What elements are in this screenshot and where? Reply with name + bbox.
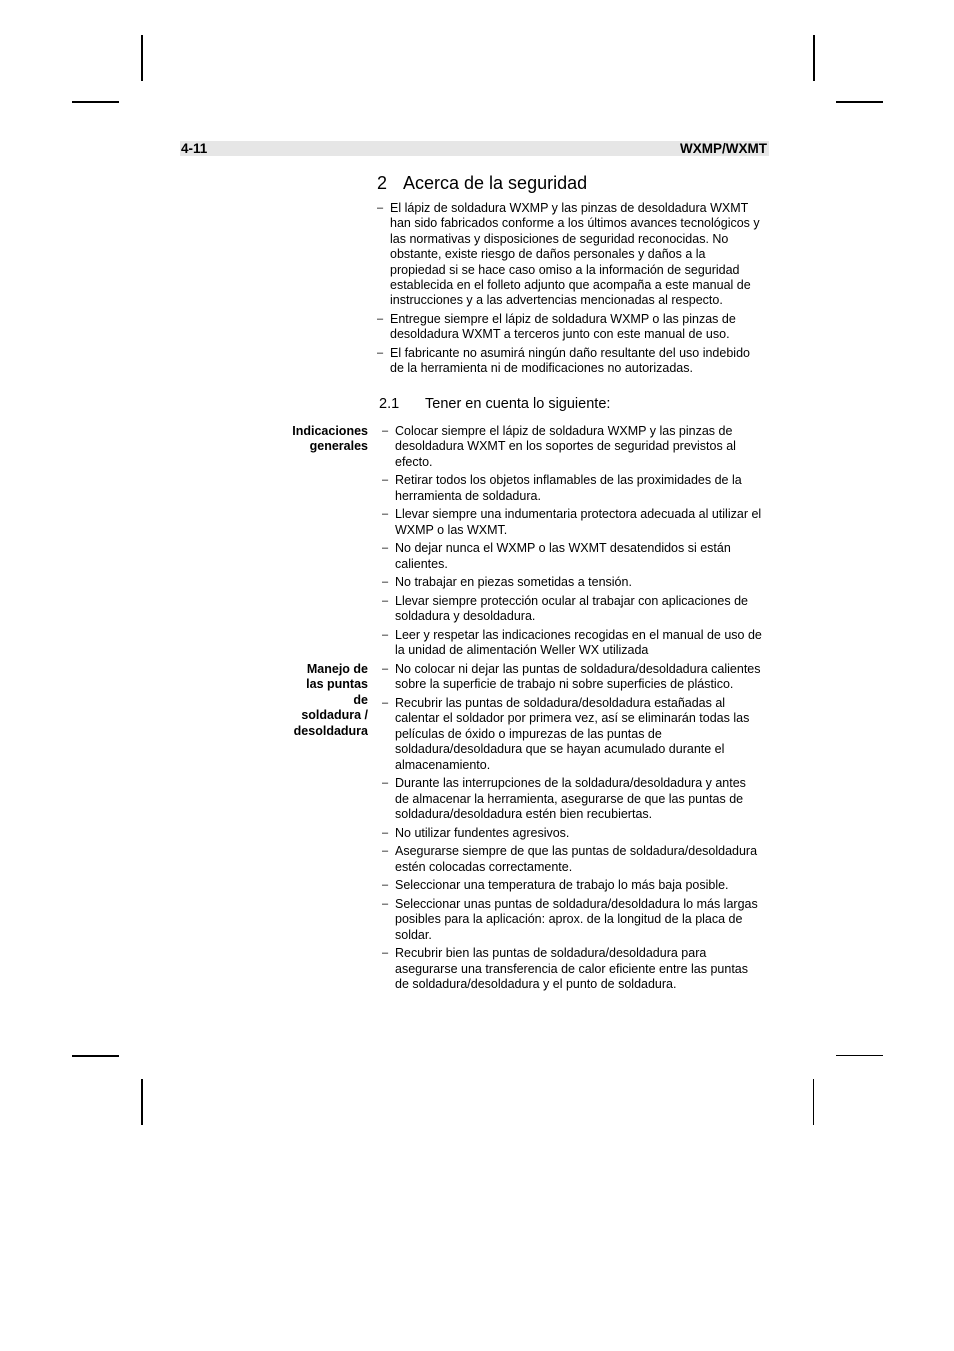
section-heading xyxy=(377,172,587,194)
intro-list xyxy=(377,201,762,380)
side-label-manejo: Manejo de las puntas de soldadura / desoldadura xyxy=(293,662,368,738)
list-item: – No dejar nunca el WXMP o las WXMT desatendidos si están calientes. xyxy=(382,541,762,572)
crop-mark-bottom-right-vertical xyxy=(813,1079,814,1125)
list-item: – Recubrir bien las puntas de soldadura/desoldadura para asegurarse una transferencia de calor eficiente entre las puntas de soldadura/desoldadura y el punto de soldadura. xyxy=(382,946,762,992)
list-item: – El lápiz de soldadura WXMP y las pinzas de desoldadura WXMT han sido fabricados conforme a los últimos avances tecnológicos y las normativas y disposiciones de seguridad reconocidas. No obstante, existe riesgo de daños personales y daños a la propiedad si se hace caso omiso a la información de seguridad establecida en el folleto adjunto que acompaña a este manual de instrucciones y a las advertencias mencionadas al respecto. xyxy=(377,201,762,309)
crop-mark-bottom-left-horizontal xyxy=(72,1055,119,1057)
indicaciones-list xyxy=(382,424,762,662)
list-item: – Entregue siempre el lápiz de soldadura WXMP o las pinzas de desoldadura WXMT a terceros junto con este manual de uso. xyxy=(377,312,762,343)
crop-mark-top-right-horizontal xyxy=(836,101,883,103)
crop-mark-top-left-horizontal xyxy=(72,101,119,103)
list-item: – Recubrir las puntas de soldadura/desoldadura estañadas al calentar el soldador por primera vez, así se eliminarán todas las películas de óxido o impurezas de las puntas de soldadura/desoldadura que se hayan acumulado durante el almacenamiento. xyxy=(382,696,762,773)
list-item: – Asegurarse siempre de que las puntas de soldadura/desoldadura estén colocadas correctamente. xyxy=(382,844,762,875)
crop-mark-bottom-right-horizontal xyxy=(836,1055,883,1056)
list-item: – Seleccionar unas puntas de soldadura/desoldadura lo más largas posibles para la aplicación: aprox. de la longitud de la placa de soldar. xyxy=(382,897,762,943)
manejo-list xyxy=(382,662,762,996)
crop-mark-top-left-vertical xyxy=(141,35,143,81)
page-number: 4-11 xyxy=(181,141,208,156)
section-title: Acerca de la seguridad xyxy=(403,173,588,193)
list-item: – Colocar siempre el lápiz de soldadura WXMP y las pinzas de desoldadura WXMT en los soportes de seguridad previstos al efecto. xyxy=(382,424,762,470)
model-name: WXMP/WXMT xyxy=(680,141,767,156)
list-item: – No trabajar en piezas sometidas a tensión. xyxy=(382,575,762,590)
page-header xyxy=(180,141,769,156)
list-item: – Llevar siempre protección ocular al trabajar con aplicaciones de soldadura y desoldadura. xyxy=(382,594,762,625)
list-item: – El fabricante no asumirá ningún daño resultante del uso indebido de la herramienta ni de modificaciones no autorizadas. xyxy=(377,346,762,377)
list-item: – Seleccionar una temperatura de trabajo lo más baja posible. xyxy=(382,878,762,893)
crop-mark-top-right-vertical xyxy=(813,35,815,81)
list-item: – No colocar ni dejar las puntas de soldadura/desoldadura calientes sobre la superficie de trabajo ni sobre superficies de plástico. xyxy=(382,662,762,693)
list-item: – Llevar siempre una indumentaria protectora adecuada al utilizar el WXMP o las WXMT. xyxy=(382,507,762,538)
list-item: – Retirar todos los objetos inflamables de las proximidades de la herramienta de soldadura. xyxy=(382,473,762,504)
subsection-number: 2.1 xyxy=(379,396,400,412)
list-item: – Leer y respetar las indicaciones recogidas en el manual de uso de la unidad de alimentación Weller WX utilizada xyxy=(382,628,762,659)
list-item: – Durante las interrupciones de la soldadura/desoldadura y antes de almacenar la herramienta, asegurarse de que las puntas de soldadura/desoldadura estén bien recubiertas. xyxy=(382,776,762,822)
list-item: – No utilizar fundentes agresivos. xyxy=(382,826,762,841)
section-number: 2 xyxy=(377,173,388,193)
subsection-title: Tener en cuenta lo siguiente: xyxy=(425,396,611,412)
subsection-heading xyxy=(379,395,610,413)
crop-mark-bottom-left-vertical xyxy=(141,1079,143,1125)
side-label-indicaciones: Indicaciones generales xyxy=(292,424,368,454)
